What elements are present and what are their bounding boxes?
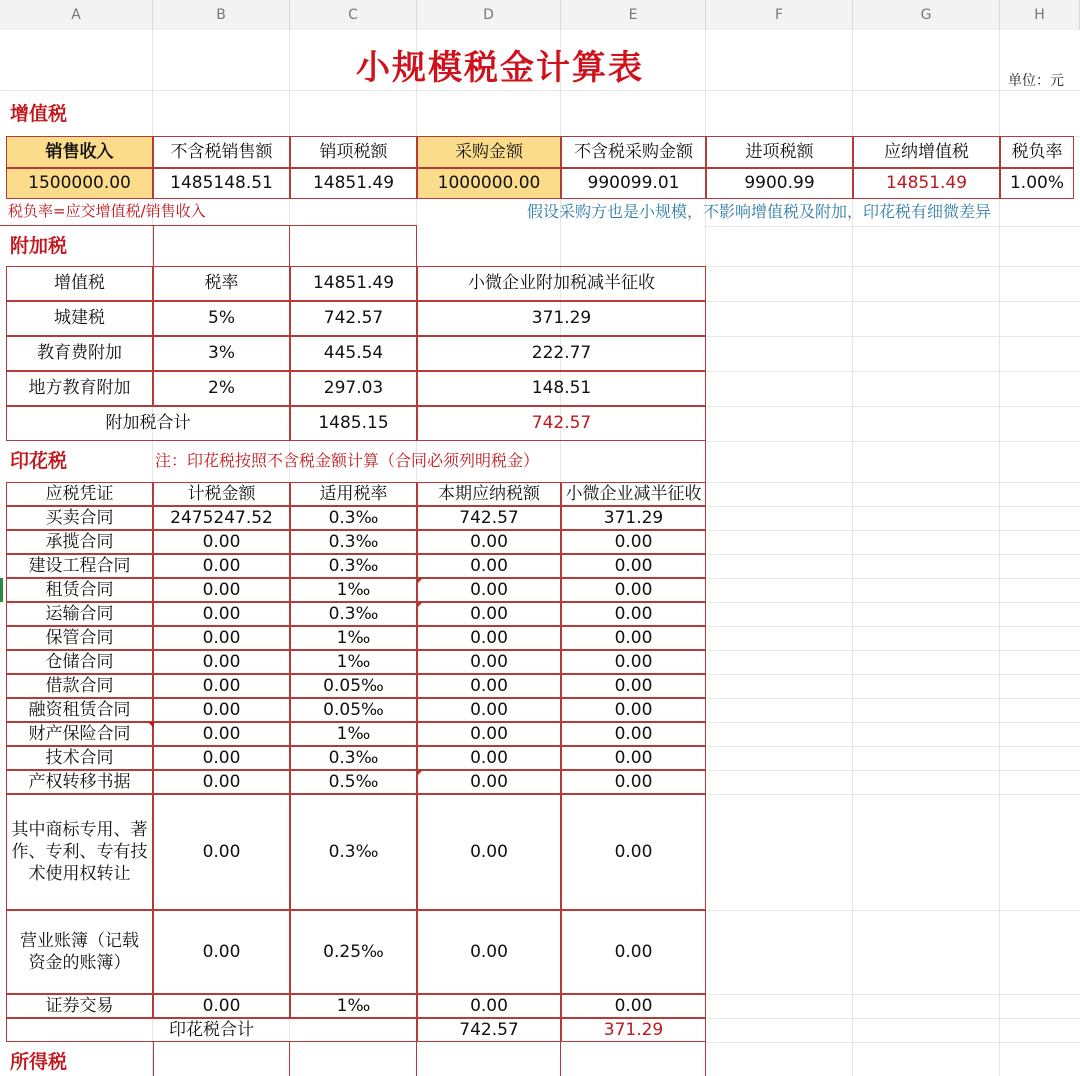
column-header-c[interactable]: C [290, 0, 417, 30]
stamp-row-document[interactable]: 建设工程合同 [6, 554, 153, 578]
surtax-row-half[interactable]: 148.51 [417, 371, 706, 406]
stamp-row-amount[interactable]: 0.00 [153, 578, 290, 602]
active-cell-marker [0, 578, 3, 602]
stamp-row-tax[interactable]: 0.00 [417, 674, 561, 698]
surtax-blank-b[interactable] [153, 226, 290, 266]
surtax-blank-c[interactable] [290, 226, 417, 266]
income-tax-blank-c[interactable] [290, 1042, 417, 1076]
column-header-b[interactable]: B [153, 0, 290, 30]
stamp-row-tax[interactable]: 0.00 [417, 722, 561, 746]
stamp-row-rate[interactable]: 1‰ [290, 626, 417, 650]
stamp-row-amount[interactable]: 2475247.52 [153, 506, 290, 530]
stamp-row-rate[interactable]: 0.5‰ [290, 770, 417, 794]
stamp-row-tax[interactable]: 0.00 [417, 698, 561, 722]
stamp-row-amount[interactable]: 0.00 [153, 602, 290, 626]
stamp-row-rate[interactable]: 0.25‰ [290, 910, 417, 994]
column-header-d[interactable]: D [417, 0, 561, 30]
vat-header-sales[interactable]: 销售收入 [6, 136, 153, 168]
column-header-g[interactable]: G [853, 0, 1000, 30]
stamp-row-amount[interactable]: 0.00 [153, 794, 290, 910]
stamp-row-document[interactable]: 财产保险合同 [6, 722, 153, 746]
surtax-row-amount[interactable]: 445.54 [290, 336, 417, 371]
surtax-row-half[interactable]: 371.29 [417, 301, 706, 336]
section-stamp-tax: 印花税 [10, 450, 68, 473]
stamp-row-rate[interactable]: 0.3‰ [290, 602, 417, 626]
section-surtax: 附加税 [10, 234, 68, 257]
stamp-row-rate[interactable]: 0.3‰ [290, 554, 417, 578]
stamp-row-rate[interactable]: 0.3‰ [290, 794, 417, 910]
stamp-row-document[interactable]: 技术合同 [6, 746, 153, 770]
stamp-row-document[interactable]: 运输合同 [6, 602, 153, 626]
income-tax-blank-e[interactable] [561, 1042, 706, 1076]
stamp-row-document[interactable]: 承揽合同 [6, 530, 153, 554]
stamp-row-half[interactable]: 0.00 [561, 674, 706, 698]
vat-value-net-purchase[interactable]: 990099.01 [561, 168, 706, 199]
stamp-row-rate[interactable]: 1‰ [290, 994, 417, 1018]
stamp-row-document[interactable]: 其中商标专用、著作、专利、专有技术使用权转让 [6, 794, 153, 910]
stamp-row-rate[interactable]: 0.05‰ [290, 674, 417, 698]
stamp-row-document[interactable]: 产权转移书据 [6, 770, 153, 794]
vat-header-purchase[interactable]: 采购金额 [417, 136, 561, 168]
surtax-row-rate[interactable]: 3% [153, 336, 290, 371]
comment-indicator[interactable] [417, 770, 423, 776]
stamp-row-half[interactable]: 0.00 [561, 994, 706, 1018]
stamp-row-rate[interactable]: 0.3‰ [290, 746, 417, 770]
stamp-header-taxable-amount[interactable]: 计税金额 [153, 482, 290, 506]
vat-header-vat-payable[interactable]: 应纳增值税 [853, 136, 1000, 168]
vat-assumption-note[interactable]: 假设采购方也是小规模，不影响增值税及附加，印花税有细微差异 [527, 202, 992, 222]
stamp-row-document[interactable]: 证券交易 [6, 994, 153, 1018]
vat-value-sales[interactable]: 1500000.00 [6, 168, 153, 199]
vat-value-burden-rate[interactable]: 1.00% [1000, 168, 1074, 199]
stamp-row-rate[interactable]: 0.3‰ [290, 530, 417, 554]
vat-formula-note[interactable]: 税负率=应交增值税/销售收入 [0, 199, 417, 226]
stamp-row-document[interactable]: 保管合同 [6, 626, 153, 650]
surtax-header-vat[interactable]: 增值税 [6, 266, 153, 301]
vat-header-net-sales[interactable]: 不含税销售额 [153, 136, 290, 168]
section-income-tax: 所得税 [10, 1050, 68, 1073]
stamp-row-amount[interactable]: 0.00 [153, 698, 290, 722]
surtax-row-name[interactable]: 教育费附加 [6, 336, 153, 371]
stamp-row-half[interactable]: 0.00 [561, 554, 706, 578]
surtax-total-label[interactable]: 附加税合计 [6, 406, 290, 441]
vat-header-net-purchase[interactable]: 不含税采购金额 [561, 136, 706, 168]
stamp-row-tax[interactable]: 0.00 [417, 746, 561, 770]
stamp-row-half[interactable]: 0.00 [561, 770, 706, 794]
vat-value-net-sales[interactable]: 1485148.51 [153, 168, 290, 199]
stamp-row-half[interactable]: 371.29 [561, 506, 706, 530]
stamp-row-tax[interactable]: 742.57 [417, 506, 561, 530]
stamp-header-half-reduction[interactable]: 小微企业减半征收 [561, 482, 706, 506]
column-header-row [0, 0, 1080, 31]
comment-indicator[interactable] [417, 602, 423, 608]
stamp-row-tax[interactable]: 0.00 [417, 530, 561, 554]
stamp-row-half[interactable]: 0.00 [561, 530, 706, 554]
stamp-row-half[interactable]: 0.00 [561, 602, 706, 626]
stamp-row-amount[interactable]: 0.00 [153, 674, 290, 698]
stamp-row-tax[interactable]: 0.00 [417, 770, 561, 794]
surtax-total-half[interactable]: 742.57 [417, 406, 706, 441]
surtax-row-name[interactable]: 城建税 [6, 301, 153, 336]
income-tax-blank-d[interactable] [417, 1042, 561, 1076]
stamp-row-rate[interactable]: 1‰ [290, 650, 417, 674]
stamp-header-rate[interactable]: 适用税率 [290, 482, 417, 506]
stamp-row-amount[interactable]: 0.00 [153, 650, 290, 674]
stamp-row-tax[interactable]: 0.00 [417, 650, 561, 674]
spreadsheet-grid[interactable] [0, 30, 1080, 1076]
stamp-row-document[interactable]: 租赁合同 [6, 578, 153, 602]
surtax-header-half-reduction[interactable]: 小微企业附加税减半征收 [417, 266, 706, 301]
stamp-row-tax[interactable]: 0.00 [417, 794, 561, 910]
stamp-row-rate[interactable]: 1‰ [290, 578, 417, 602]
stamp-note[interactable]: 注：印花税按照不含税金额计算（合同必须列明税金） [153, 441, 706, 482]
stamp-row-amount[interactable]: 0.00 [153, 770, 290, 794]
stamp-row-document[interactable]: 借款合同 [6, 674, 153, 698]
stamp-row-document[interactable]: 买卖合同 [6, 506, 153, 530]
stamp-row-half[interactable]: 0.00 [561, 910, 706, 994]
column-header-h[interactable]: H [1000, 0, 1080, 30]
stamp-row-half[interactable]: 0.00 [561, 746, 706, 770]
column-header-f[interactable]: F [706, 0, 853, 30]
section-vat: 增值税 [10, 102, 68, 125]
stamp-row-half[interactable]: 0.00 [561, 722, 706, 746]
vat-header-output-tax[interactable]: 销项税额 [290, 136, 417, 168]
stamp-total-half[interactable]: 371.29 [561, 1018, 706, 1042]
surtax-row-amount[interactable]: 297.03 [290, 371, 417, 406]
vat-header-input-tax[interactable]: 进项税额 [706, 136, 853, 168]
stamp-header-document[interactable]: 应税凭证 [6, 482, 153, 506]
stamp-row-rate[interactable]: 1‰ [290, 722, 417, 746]
stamp-row-half[interactable]: 0.00 [561, 650, 706, 674]
stamp-total-label[interactable]: 印花税合计 [6, 1018, 417, 1042]
vat-value-output-tax[interactable]: 14851.49 [290, 168, 417, 199]
stamp-total-value[interactable]: 742.57 [417, 1018, 561, 1042]
surtax-header-vat-amount[interactable]: 14851.49 [290, 266, 417, 301]
stamp-row-amount[interactable]: 0.00 [153, 910, 290, 994]
stamp-row-rate[interactable]: 0.05‰ [290, 698, 417, 722]
vat-value-purchase[interactable]: 1000000.00 [417, 168, 561, 199]
stamp-row-amount[interactable]: 0.00 [153, 994, 290, 1018]
surtax-row-name[interactable]: 地方教育附加 [6, 371, 153, 406]
surtax-row-half[interactable]: 222.77 [417, 336, 706, 371]
stamp-row-document[interactable]: 仓储合同 [6, 650, 153, 674]
income-tax-blank-b[interactable] [153, 1042, 290, 1076]
stamp-row-half[interactable]: 0.00 [561, 698, 706, 722]
vat-value-vat-payable[interactable]: 14851.49 [853, 168, 1000, 199]
stamp-row-tax[interactable]: 0.00 [417, 910, 561, 994]
sheet-title: 小规模税金计算表 [356, 48, 644, 88]
stamp-row-half[interactable]: 0.00 [561, 578, 706, 602]
unit-label: 单位：元 [1008, 73, 1064, 89]
column-header-a[interactable]: A [0, 0, 153, 30]
stamp-row-half[interactable]: 0.00 [561, 794, 706, 910]
surtax-row-amount[interactable]: 742.57 [290, 301, 417, 336]
stamp-row-amount[interactable]: 0.00 [153, 722, 290, 746]
surtax-row-rate[interactable]: 5% [153, 301, 290, 336]
vat-header-burden-rate[interactable]: 税负率 [1000, 136, 1074, 168]
surtax-row-rate[interactable]: 2% [153, 371, 290, 406]
stamp-header-tax-payable[interactable]: 本期应纳税额 [417, 482, 561, 506]
stamp-row-document[interactable]: 融资租赁合同 [6, 698, 153, 722]
stamp-row-rate[interactable]: 0.3‰ [290, 506, 417, 530]
comment-indicator[interactable] [417, 578, 423, 584]
stamp-row-tax[interactable]: 0.00 [417, 554, 561, 578]
surtax-total-value[interactable]: 1485.15 [290, 406, 417, 441]
vat-value-input-tax[interactable]: 9900.99 [706, 168, 853, 199]
surtax-header-rate[interactable]: 税率 [153, 266, 290, 301]
stamp-row-tax[interactable]: 0.00 [417, 626, 561, 650]
stamp-row-tax[interactable]: 0.00 [417, 578, 561, 602]
stamp-row-amount[interactable]: 0.00 [153, 554, 290, 578]
stamp-row-tax[interactable]: 0.00 [417, 994, 561, 1018]
stamp-row-document[interactable]: 营业账簿（记载资金的账簿） [6, 910, 153, 994]
stamp-row-tax[interactable]: 0.00 [417, 602, 561, 626]
column-header-e[interactable]: E [561, 0, 706, 30]
stamp-row-amount[interactable]: 0.00 [153, 530, 290, 554]
stamp-row-half[interactable]: 0.00 [561, 626, 706, 650]
stamp-row-amount[interactable]: 0.00 [153, 626, 290, 650]
stamp-row-amount[interactable]: 0.00 [153, 746, 290, 770]
comment-indicator[interactable] [148, 722, 154, 728]
